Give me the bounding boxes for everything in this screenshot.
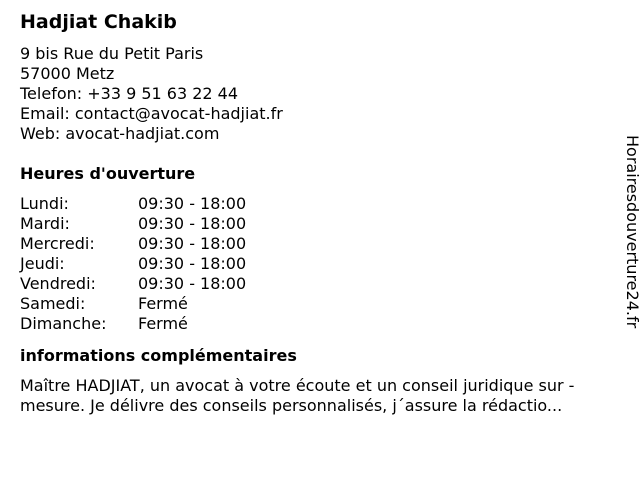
info-description: Maître HADJIAT, un avocat à votre écoute et un conseil juridique sur -mesure. Je délivre des conseils personnalisés, j´assure la rédactio... (20, 376, 575, 415)
hours-time: Fermé (138, 314, 188, 333)
phone-line: Telefon: +33 9 51 63 22 44 (20, 84, 239, 103)
hours-day: Samedi: (20, 294, 86, 313)
hours-row-sunday (20, 314, 620, 334)
email-line: Email: contact@avocat-hadjiat.fr (20, 104, 283, 123)
hours-day: Lundi: (20, 194, 69, 213)
web-line: Web: avocat-hadjiat.com (20, 124, 220, 143)
hours-row-tuesday (20, 214, 620, 234)
site-watermark: Horairesdouverture24.fr (623, 135, 642, 329)
business-card (20, 10, 620, 416)
hours-day: Mardi: (20, 214, 70, 233)
hours-row-saturday (20, 294, 620, 314)
address-city: 57000 Metz (20, 64, 115, 83)
hours-day: Dimanche: (20, 314, 107, 333)
address-street: 9 bis Rue du Petit Paris (20, 44, 204, 63)
hours-time: 09:30 - 18:00 (138, 194, 247, 213)
hours-row-wednesday (20, 234, 620, 254)
hours-day: Jeudi: (20, 254, 65, 273)
hours-time: Fermé (138, 294, 188, 313)
hours-day: Mercredi: (20, 234, 95, 253)
hours-heading: Heures d'ouverture (20, 164, 196, 183)
hours-time: 09:30 - 18:00 (138, 274, 247, 293)
info-heading: informations complémentaires (20, 346, 297, 365)
hours-row-thursday (20, 254, 620, 274)
hours-row-friday (20, 274, 620, 294)
hours-row-monday (20, 194, 620, 214)
hours-time: 09:30 - 18:00 (138, 234, 247, 253)
hours-day: Vendredi: (20, 274, 96, 293)
hours-time: 09:30 - 18:00 (138, 214, 247, 233)
hours-time: 09:30 - 18:00 (138, 254, 247, 273)
business-name: Hadjiat Chakib (20, 11, 177, 33)
